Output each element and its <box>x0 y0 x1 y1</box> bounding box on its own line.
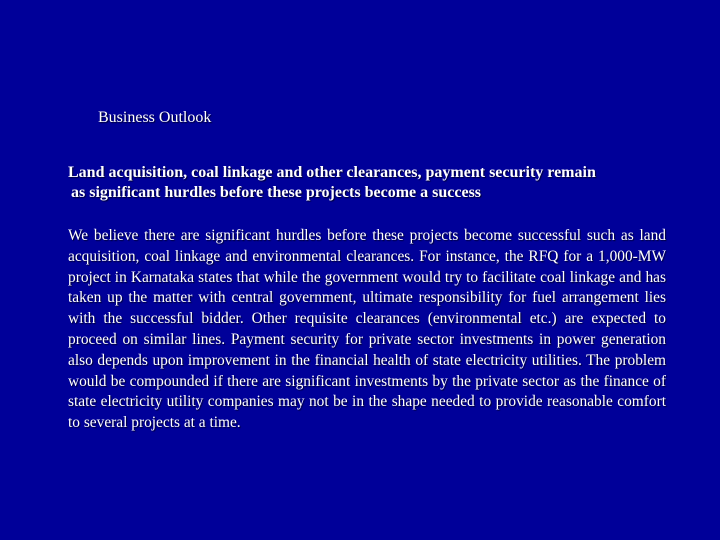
headline-line-2: as significant hurdles before these projects become a success <box>71 184 482 201</box>
body-paragraph: We believe there are significant hurdles before these projects become successful such as land acquisition, coal linkage and environmental clearances. For instance, the RFQ for a 1,000-MW project in Karnataka states that while the government would try to facilitate coal linkage and has taken up the matter with central government, ultimate responsibility for fuel arrangement lies with the successful bidder. Other requisite clearances (environmental etc.) are expected to proceed on similar lines. Payment security for private sector investments in power generation also depends upon improvement in the financial health of state electricity utilities. The problem would be compounded if there are significant investments by the private sector as the finance of state electricity utility companies may not be in the shape needed to provide reasonable comfort to several projects at a time. <box>68 227 666 432</box>
headline <box>68 163 668 203</box>
headline-line-1: Land acquisition, coal linkage and other clearances, payment security remain <box>68 164 596 181</box>
slide-title: Business Outlook <box>98 109 212 126</box>
